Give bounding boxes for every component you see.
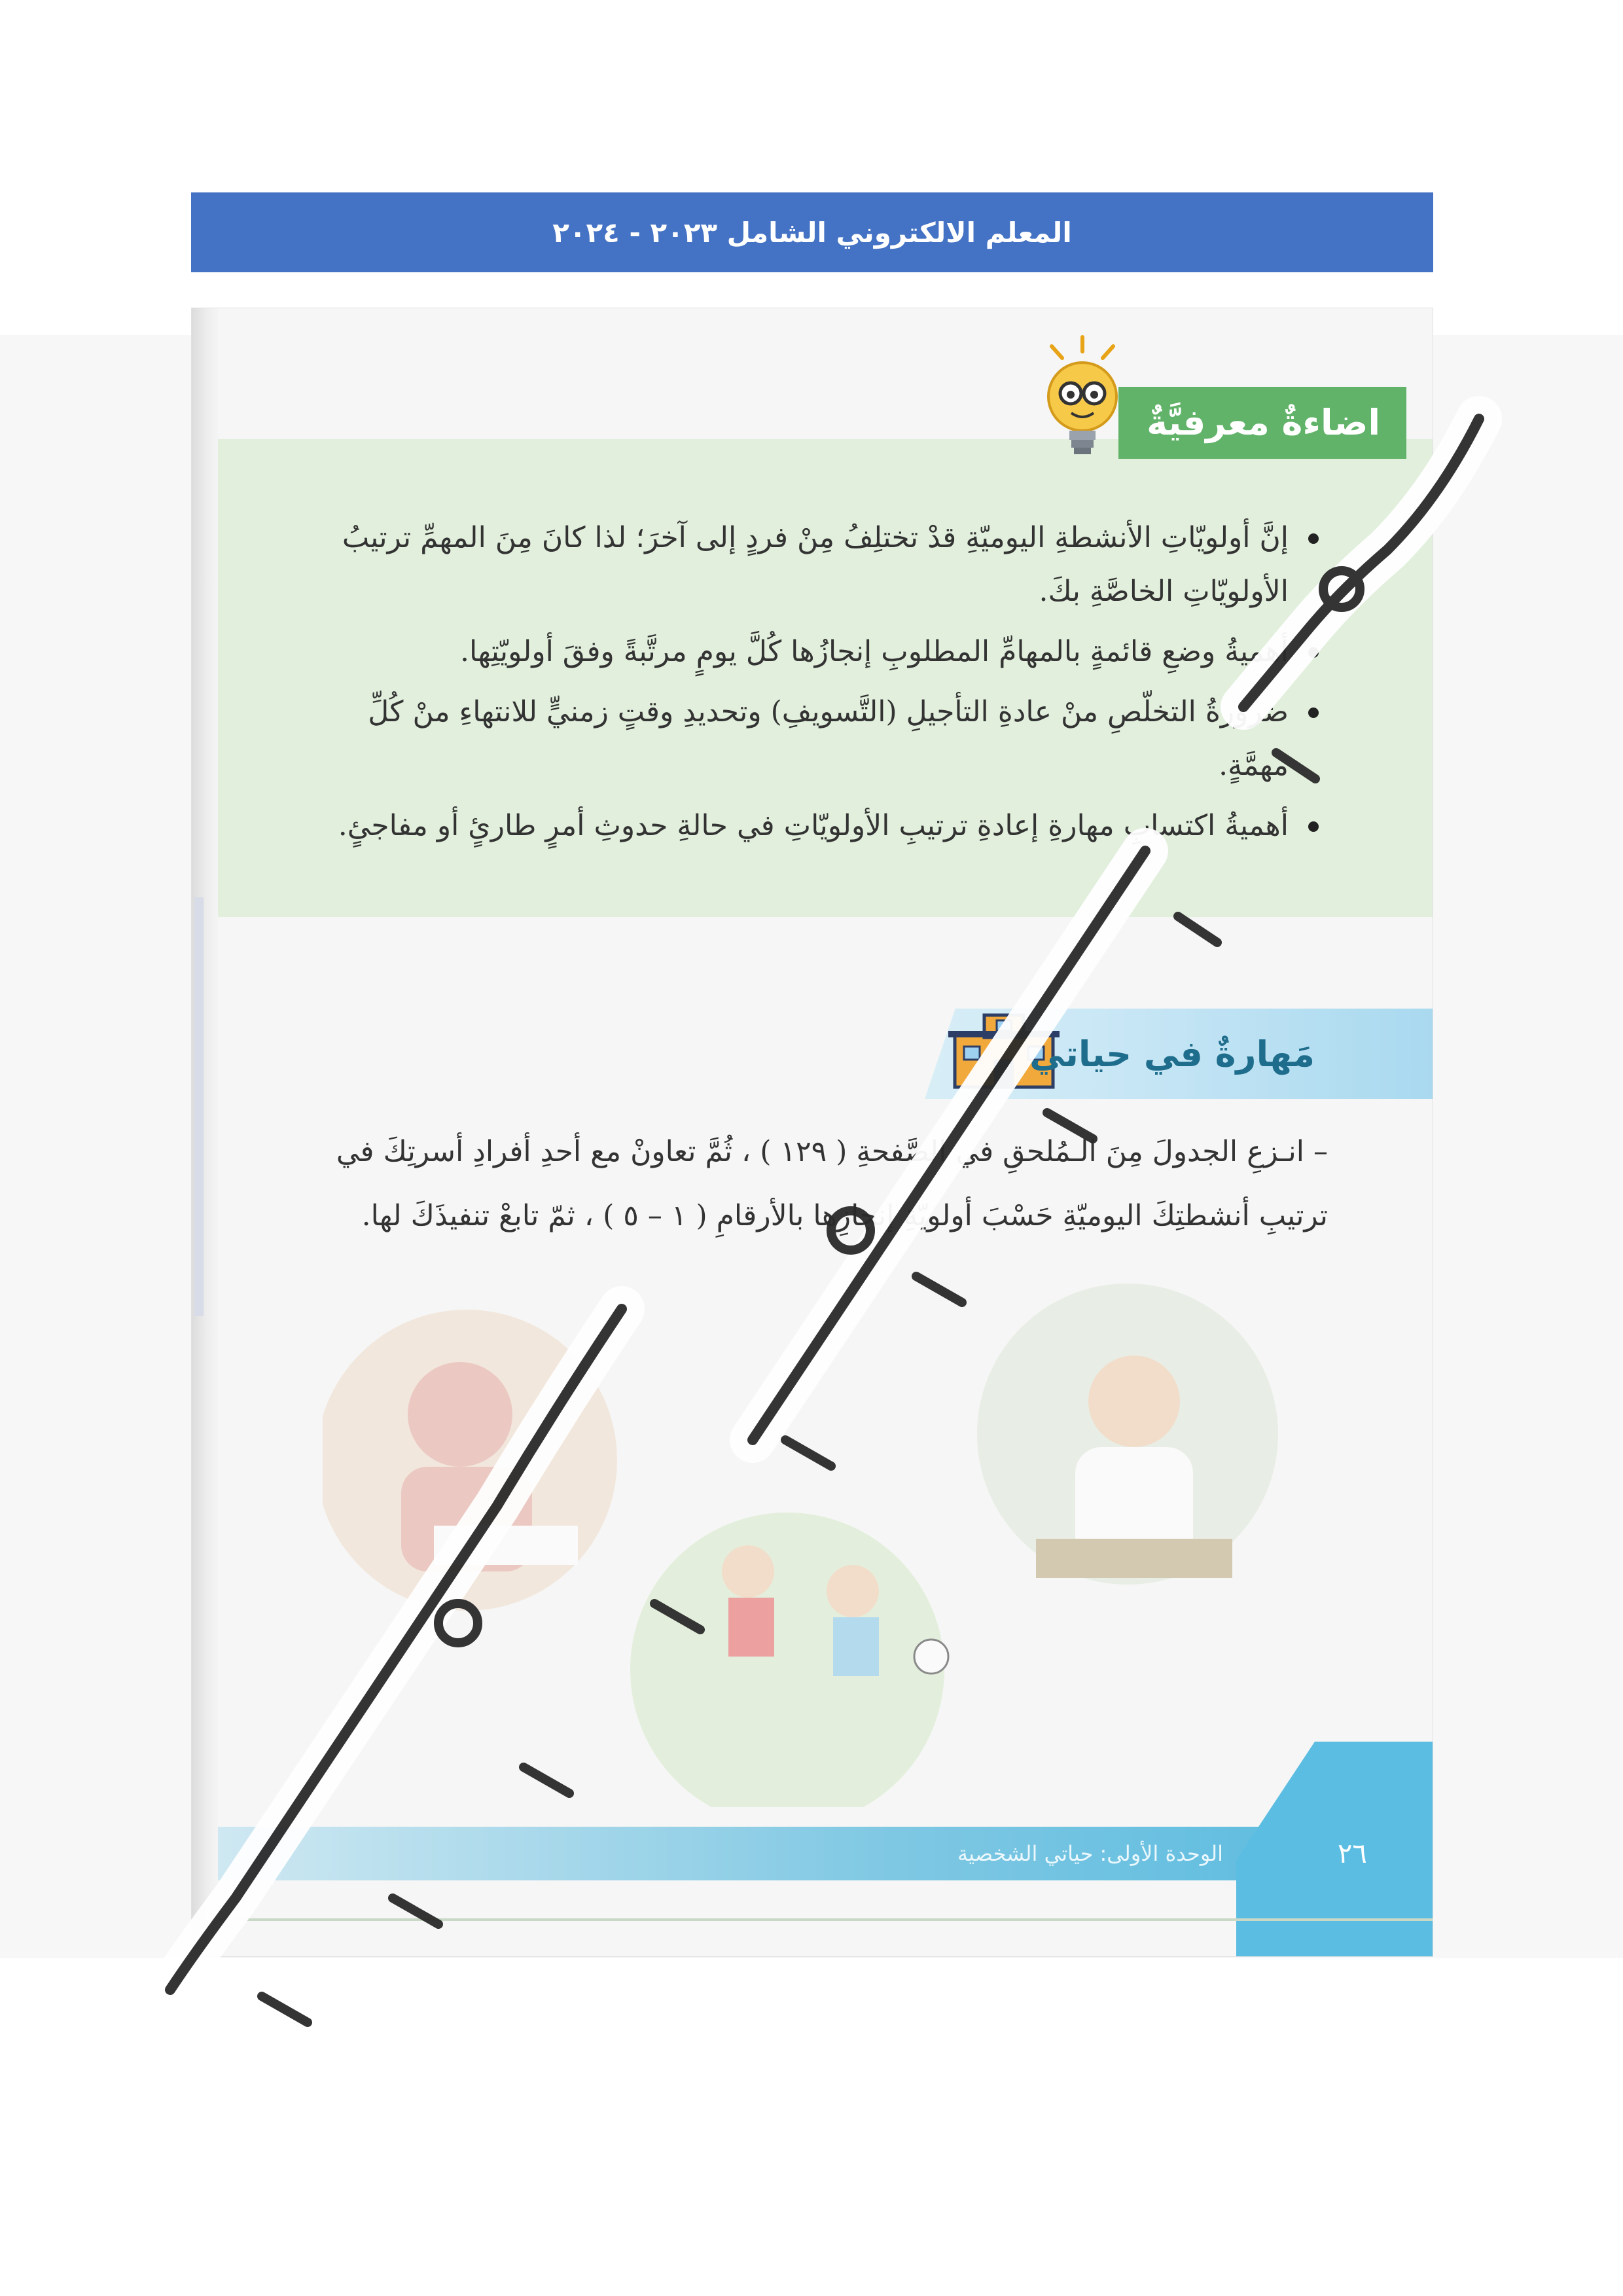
children-illustration <box>323 1251 1344 1807</box>
list-item: أهميةُ اكتسابِ مهارةِ إعادةِ ترتيبِ الأولويّاتِ في حالةِ حدوثِ أمرٍ طارئٍ أو مفاجئٍ. <box>313 799 1321 853</box>
info-box-title: اضاءةٌ معرفيَّةٌ <box>1147 402 1380 443</box>
page-number: ٢٦ <box>1337 1837 1367 1869</box>
info-box-header <box>1118 387 1406 459</box>
list-item: ضرورةُ التخلّصِ منْ عادةِ التأجيلِ (التَّسويفِ) وتحديدِ وقتٍ زمنيٍّ للانتهاءِ منْ كُلِّ مهمَّةٍ. <box>313 685 1321 793</box>
list-item: أهميةُ وضعِ قائمةٍ بالمهامِّ المطلوبِ إنجازُها كُلَّ يومٍ مرتَّبةً وفقَ أولويّتِها. <box>313 625 1321 679</box>
spine-mark <box>194 897 204 1316</box>
footer-divider <box>218 1918 1433 1921</box>
info-bullet-list <box>313 511 1321 859</box>
textbook-page <box>191 308 1433 1957</box>
lightbulb-mascot-icon <box>1033 334 1132 478</box>
top-banner <box>191 192 1433 272</box>
list-item: إنَّ أولويّاتِ الأنشطةِ اليوميّةِ قدْ تختلِفُ مِنْ فردٍ إلى آخرَ؛ لذا كانَ مِنَ المهمِّ ترتيبُ الأولويّاتِ الخاصَّةِ بكَ. <box>313 511 1321 619</box>
activity-text: – انـزعِ الجدولَ مِنَ الـمُلحقِ في الصَّفحةِ ( ١٢٩ ) ، ثُمَّ تعاونْ مع أحدِ أفرادِ أسرتِكَ في ترتيبِ أنشطتِكَ اليوميّةِ حَسْبَ أولويّةِ إنجازِها بالأرقامِ ( ١ – ٥ ) ، ثمّ تابعْ تنفيذَكَ لها. <box>336 1135 1328 1232</box>
unit-label: الوحدة الأولى: حياتي الشخصية <box>957 1841 1223 1866</box>
banner-title: المعلم الالكتروني الشامل ٢٠٢٣ - ٢٠٢٤ <box>552 216 1072 249</box>
skill-section-title: مَهارةٌ في حياتي <box>1029 1033 1315 1075</box>
